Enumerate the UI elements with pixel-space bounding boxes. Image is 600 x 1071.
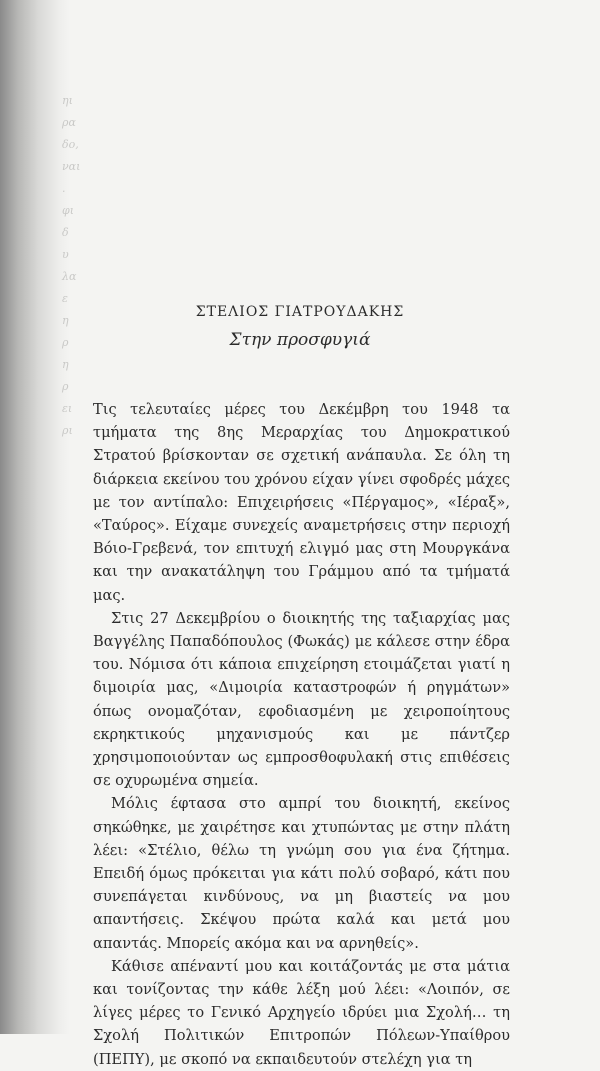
paragraph: Μόλις έφτασα στο αμπρί του διοικητή, εκείνος σηκώθηκε, με χαιρέτησε και χτυπώντας με στην πλάτη λέει: «Στέλιο, θέλω τη γνώμη σου για ένα ζήτημα. Επειδή όμως πρόκειται για κάτι πολύ σοβαρό, κάτι που συνεπάγεται κινδύνους, να μη βιαστείς να μου απαντήσεις. Σκέψου πρώτα καλά και μετά μου απαντάς. Μπορείς ακόμα και να αρνηθείς». xyxy=(93,795,510,952)
paragraph: Κάθισε απέναντί μου και κοιτάζοντάς με στα μάτια και τονίζοντας την κάθε λέξη μού λέει: «Λοιπόν, σε λίγες μέρες το Γενικό Αρχηγείο ιδρύει μια Σχολή… τη Σχολή Πολιτικών Επιτροπών Πόλεων-Υπαίθρου (ΠΕΠΥ), με σκοπό να εκπαιδευτούν στελέχη για τη xyxy=(93,957,510,1068)
paragraph: Τις τελευταίες μέρες του Δεκέμβρη του 1948 τα τμήματα της 8ης Μεραρχίας του Δημοκρατικού Στρατού βρίσκονταν σε σχετική ανάπαυλα. Σε όλη τη διάρκεια εκείνου του χρόνου είχαν γίνει σφοδρές μάχες με τον αντίπαλο: Επιχειρήσεις «Πέργαμος», «Ιέραξ», «Ταύρος». Είχαμε συνεχείς αναμετρήσεις στην περιοχή Βόιο-Γρεβενά, τον επιτυχή ελιγμό μας στη Μουργκάνα και την ανακατάληψη του Γράμμου από τα τμήματά μας. xyxy=(93,401,510,604)
body-text xyxy=(93,398,510,1071)
chapter-title: Στην προσφυγιά xyxy=(229,330,371,350)
author-name: ΣΤΕΛΙΟΣ ΓΙΑΤΡΟΥΔΑΚΗΣ xyxy=(195,304,405,320)
paragraph: Στις 27 Δεκεμβρίου ο διοικητής της ταξιαρχίας μας Βαγγέλης Παπαδόπουλος (Φωκάς) με κάλεσε στην έδρα του. Νόμισα ότι κάποια επιχείρηση ετοιμάζεται γιατί η διμοιρία μας, «Διμοιρία καταστροφών ή ρηγμάτων» όπως ονομαζόταν, εφοδιασμένη με χειροποίητους εκρηκτικούς μηχανισμούς και με πάντζερ χρησιμοποιούνταν ως εμπροσθοφυλακή στις επιθέσεις σε οχυρωμένα σημεία. xyxy=(93,609,510,790)
bleed-through-text: ηι ρα δο, ναι . φι δ υ λα ε η ρ η ρ ει ρι xyxy=(62,94,81,437)
book-gutter-shadow xyxy=(0,0,70,1034)
